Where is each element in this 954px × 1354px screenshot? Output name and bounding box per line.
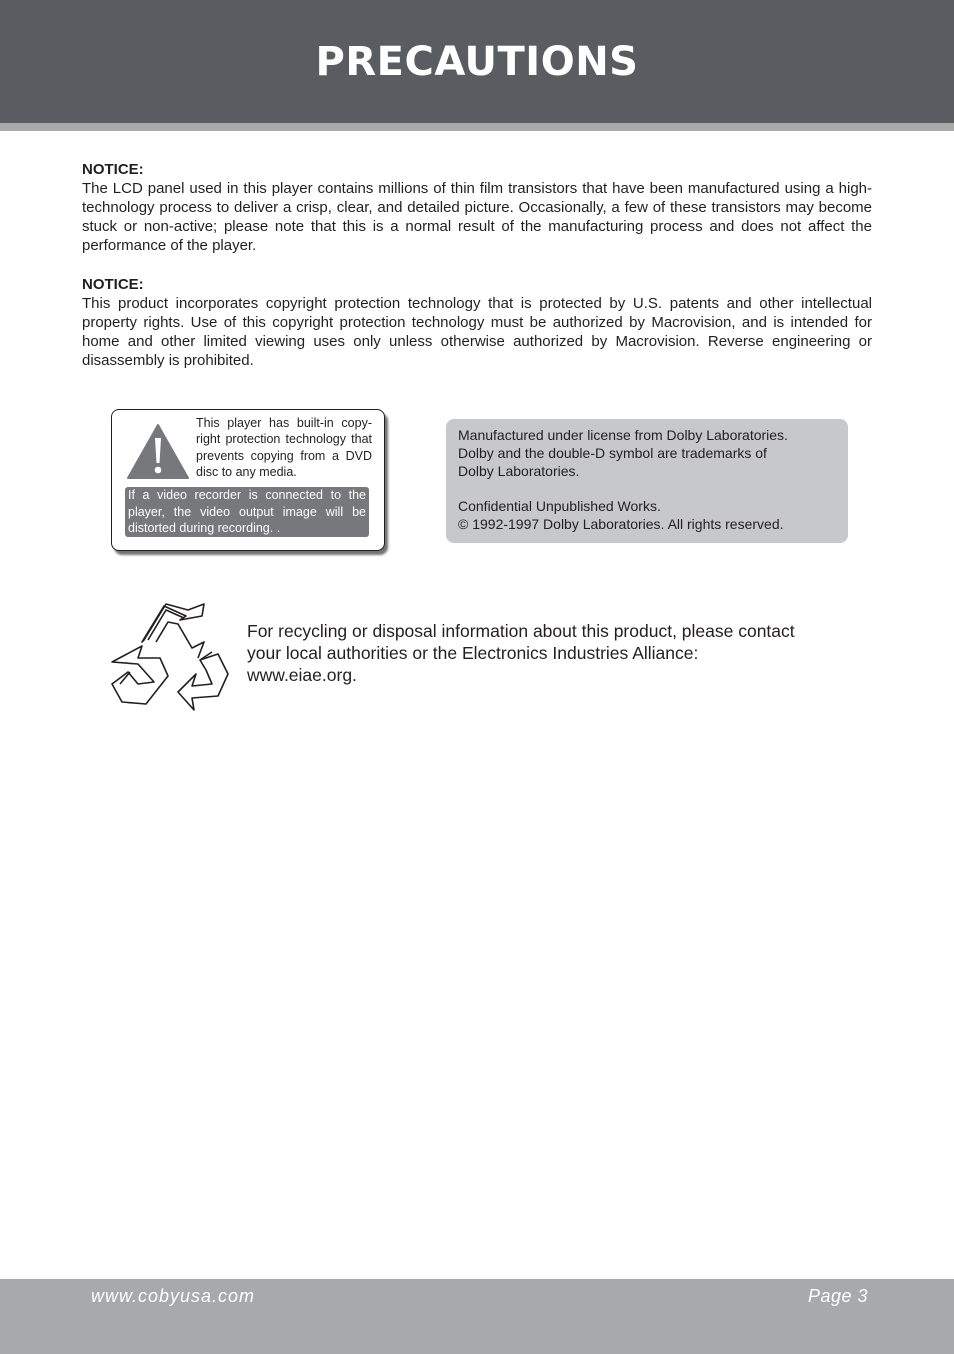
recycling-info [247,620,795,686]
dolby-line: Manufactured under license from Dolby Laboratories. [458,427,788,443]
header-divider [0,123,954,131]
warning-recorder-text: If a video recorder is connected to the player, the video output image will be distorted during recording. . [125,487,369,537]
recycling-line: For recycling or disposal information about this product, please contact [247,621,795,641]
footer-website-link[interactable]: www.cobyusa.com [91,1286,256,1306]
notice-copyright [82,275,872,370]
notice-heading: NOTICE: [82,276,144,293]
notice-lcd [82,160,872,255]
warning-text: This player has built-in copyright protection technology that prevents copying from a DVD disc to any media. [196,416,372,479]
page-number: Page 3 [807,1286,868,1306]
warning-triangle-icon [126,422,190,480]
dolby-license-text [458,427,788,534]
page-footer [0,1279,954,1354]
copy-protection-warning-box [111,409,385,551]
dolby-line: © 1992-1997 Dolby Laboratories. All rights reserved. [458,515,784,532]
dolby-line: Dolby and the double-D symbol are trademarks of [458,444,767,461]
recycling-line: your local authorities or the Electronics Industries Alliance: [247,643,699,663]
notice-body: The LCD panel used in this player contains millions of thin film transistors that have been manufactured using a high-technology process to deliver a crisp, clear, and detailed picture. Occasionally, a few of these transistors may become stuck or non-active; please note that this is a normal result of the manufacturing process and does not affect the performance of the player. [82,180,872,254]
recycling-link[interactable]: www.eiae.org. [247,665,357,685]
notice-heading: NOTICE: [82,161,144,178]
page-title: PRECAUTIONS [315,39,639,85]
recycle-icon [108,602,232,718]
dolby-line: Dolby Laboratories. [458,462,580,479]
dolby-line: Confidential Unpublished Works. [458,498,661,515]
notice-body: This product incorporates copyright protection technology that is protected by U.S. patents and other intellectual property rights. Use of this copyright protection technology must be authorized by Macrovision, and is intended for home and other limited viewing uses only unless otherwise authorized by Macrovision. Reverse engineering or disassembly is prohibited. [82,295,872,369]
dolby-license-box [446,419,848,543]
